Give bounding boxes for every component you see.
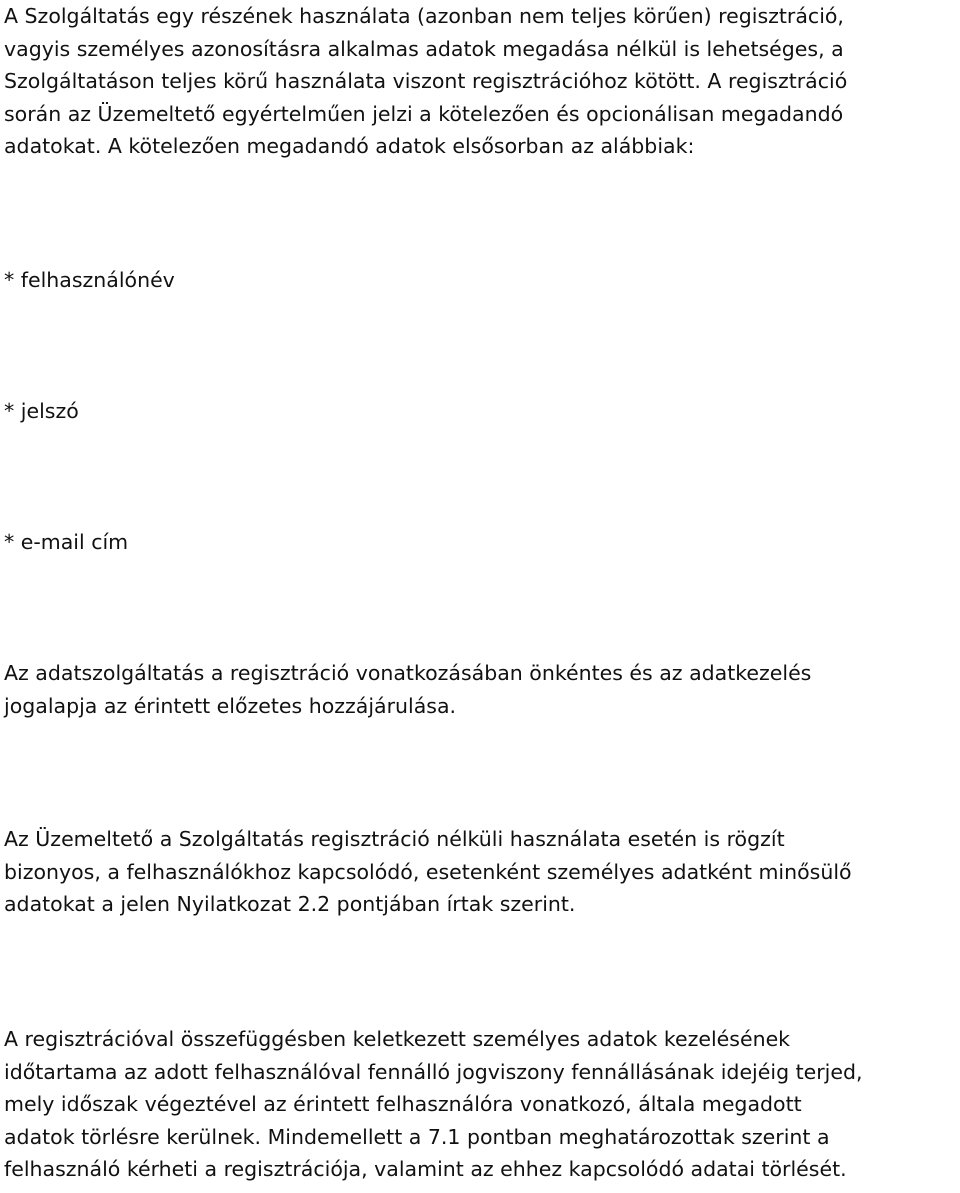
text-line: során az Üzemeltető egyértelműen jelzi a kötelezően és opcionálisan megadandó bbox=[4, 101, 844, 126]
list-item-username bbox=[4, 264, 958, 297]
text-line: jogalapja az érintett előzetes hozzájárulása. bbox=[4, 693, 457, 718]
text-line: adatokat. A kötelezően megadandó adatok elsősorban az alábbiak: bbox=[4, 134, 695, 159]
text-line: A Szolgáltatás egy részének használata (azonban nem teljes körűen) regisztráció, bbox=[4, 4, 844, 28]
text-line: időtartama az adott felhasználóval fennálló jogviszony fennállásának idejéig terjed, bbox=[4, 1059, 863, 1084]
text-line: vagyis személyes azonosításra alkalmas adatok megadása nélkül is lehetséges, a bbox=[4, 36, 844, 61]
text-line: * e-mail cím bbox=[4, 530, 129, 554]
text-line: * felhasználónév bbox=[4, 268, 175, 292]
text-line: Szolgáltatáson teljes körű használata viszont regisztrációhoz kötött. A regisztráció bbox=[4, 69, 848, 94]
list-item-email bbox=[4, 526, 958, 559]
paragraph-retention-period bbox=[4, 1023, 958, 1186]
text-line: Az Üzemeltető a Szolgáltatás regisztráció nélküli használata esetén is rögzít bbox=[4, 827, 785, 851]
text-line: * jelszó bbox=[4, 399, 79, 423]
text-line: mely időszak végeztével az érintett felhasználóra vonatkozó, általa megadott bbox=[4, 1092, 802, 1117]
text-line: felhasználó kérheti a regisztrációja, valamint az ehhez kapcsolódó adatai törlését. bbox=[4, 1157, 847, 1182]
paragraph-registration-intro bbox=[4, 0, 958, 163]
paragraph-unregistered-use bbox=[4, 823, 958, 921]
text-line: adatokat a jelen Nyilatkozat 2.2 pontjában írtak szerint. bbox=[4, 892, 576, 917]
text-line: A regisztrációval összefüggésben keletkezett személyes adatok kezelésének bbox=[4, 1027, 791, 1051]
list-item-password bbox=[4, 395, 958, 428]
text-line: Az adatszolgáltatás a regisztráció vonatkozásában önkéntes és az adatkezelés bbox=[4, 661, 812, 685]
text-line: bizonyos, a felhasználókhoz kapcsolódó, esetenként személyes adatként minősülő bbox=[4, 859, 852, 884]
text-line: adatok törlésre kerülnek. Mindemellett a 7.1 pontban meghatározottak szerint a bbox=[4, 1124, 830, 1149]
paragraph-legal-basis bbox=[4, 657, 958, 722]
